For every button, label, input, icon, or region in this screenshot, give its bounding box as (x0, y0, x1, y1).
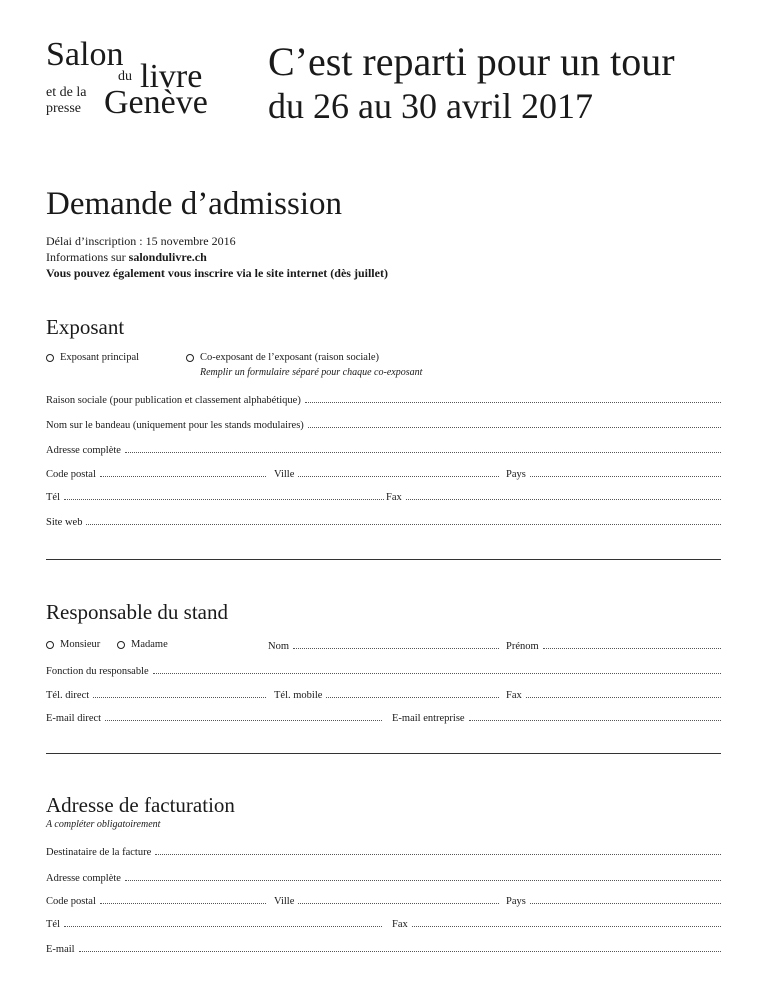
logo-et-de-la: et de la (46, 85, 87, 100)
field-tel-direct (46, 688, 266, 702)
deadline-text: Délai d’inscription : 15 novembre 2016 (46, 234, 236, 248)
field-label: Pays (506, 469, 526, 480)
field-label: Tél. mobile (274, 690, 323, 701)
field-input-line[interactable] (155, 845, 721, 855)
field-input-line[interactable] (308, 418, 721, 428)
field-site-web (46, 515, 721, 529)
headline-line2: du 26 au 30 avril 2017 (268, 86, 593, 126)
field-input-line[interactable] (64, 917, 382, 927)
field-input-line[interactable] (298, 894, 499, 904)
field-label: Ville (274, 896, 295, 907)
logo-salon: Salon (46, 36, 124, 73)
radio-label: Exposant principal (60, 352, 140, 363)
radio-label: Co-exposant de l’exposant (raison sociale) (200, 352, 380, 363)
field-nom (268, 639, 499, 653)
section-heading-responsable: Responsable du stand (46, 600, 228, 624)
field-input-line[interactable] (305, 393, 721, 403)
field-ville (274, 467, 499, 481)
field-label: Fax (392, 919, 408, 930)
field-adresse-facturation (46, 871, 721, 885)
co-exposant-note: Remplir un formulaire séparé pour chaque co-exposant (200, 367, 423, 378)
field-label: Adresse complète (46, 873, 121, 884)
field-label: Pays (506, 896, 526, 907)
field-label: Nom (268, 641, 289, 652)
info-site-line (46, 249, 207, 265)
field-label: Adresse complète (46, 445, 121, 456)
field-adresse (46, 443, 721, 457)
field-input-line[interactable] (469, 711, 721, 721)
logo-presse: presse (46, 101, 81, 116)
salon-du-livre-logo (46, 38, 216, 120)
field-input-line[interactable] (100, 467, 266, 477)
facturation-note: A compléter obligatoirement (46, 819, 161, 830)
field-input-line[interactable] (298, 467, 499, 477)
field-label: E-mail direct (46, 713, 102, 724)
field-label: Ville (274, 469, 295, 480)
radio-label: Madame (131, 639, 168, 650)
field-raison-sociale (46, 393, 721, 407)
field-label: Code postal (46, 469, 96, 480)
field-tel-mobile (274, 688, 499, 702)
field-input-line[interactable] (86, 515, 721, 525)
logo-livre: livre (140, 58, 203, 95)
field-pays (506, 467, 721, 481)
field-destinataire (46, 845, 721, 859)
field-label: Fax (506, 690, 522, 701)
field-input-line[interactable] (125, 871, 721, 881)
field-label: Tél (46, 492, 60, 503)
radio-co-exposant[interactable] (186, 352, 379, 363)
page-title: Demande d’admission (46, 186, 343, 222)
field-email-facturation (46, 942, 721, 956)
section-divider (46, 559, 721, 560)
field-label: Nom sur le bandeau (uniquement pour les stands modulaires) (46, 420, 304, 431)
field-input-line[interactable] (543, 639, 721, 649)
headline-line1: C’est reparti pour un tour (268, 39, 675, 84)
web-registration-note: Vous pouvez également vous inscrire via le site internet (dès juillet) (46, 266, 388, 280)
field-email-entreprise (392, 711, 721, 725)
field-input-line[interactable] (105, 711, 382, 721)
field-input-line[interactable] (530, 894, 721, 904)
field-label: Raison sociale (pour publication et classement alphabétique) (46, 395, 301, 406)
field-label: Code postal (46, 896, 96, 907)
field-fax-responsable (506, 688, 721, 702)
section-heading-exposant: Exposant (46, 315, 125, 339)
field-input-line[interactable] (526, 688, 721, 698)
radio-circle-icon[interactable] (117, 641, 125, 649)
logo-geneve: Genève (104, 84, 208, 121)
radio-monsieur[interactable] (46, 639, 100, 650)
field-fonction (46, 664, 721, 678)
field-label: Prénom (506, 641, 539, 652)
field-input-line[interactable] (293, 639, 499, 649)
field-tel-facturation (46, 917, 382, 931)
radio-label: Monsieur (60, 639, 101, 650)
field-input-line[interactable] (326, 688, 499, 698)
field-input-line[interactable] (530, 467, 721, 477)
field-input-line[interactable] (153, 664, 721, 674)
radio-circle-icon[interactable] (46, 641, 54, 649)
field-label: Tél. direct (46, 690, 90, 701)
field-label: Tél (46, 919, 60, 930)
logo-du: du (118, 69, 132, 84)
field-label: Site web (46, 517, 83, 528)
section-heading-facturation: Adresse de facturation (46, 793, 235, 817)
field-prenom (506, 639, 721, 653)
field-input-line[interactable] (406, 490, 721, 500)
field-label: Fonction du responsable (46, 666, 149, 677)
field-fax (386, 490, 721, 504)
field-fax-facturation (392, 917, 721, 931)
field-label: Destinataire de la facture (46, 847, 152, 858)
field-input-line[interactable] (125, 443, 721, 453)
field-input-line[interactable] (79, 942, 721, 952)
field-input-line[interactable] (412, 917, 721, 927)
field-input-line[interactable] (64, 490, 384, 500)
field-label: E-mail (46, 944, 75, 955)
field-tel (46, 490, 384, 504)
field-label: E-mail entreprise (392, 713, 465, 724)
radio-madame[interactable] (117, 639, 168, 650)
field-code-postal (46, 467, 266, 481)
field-input-line[interactable] (93, 688, 266, 698)
field-email-direct (46, 711, 382, 725)
field-nom-bandeau (46, 418, 721, 432)
field-pays-facturation (506, 894, 721, 908)
radio-exposant-principal[interactable] (46, 352, 139, 363)
field-input-line[interactable] (100, 894, 266, 904)
site-link[interactable]: salondulivre.ch (128, 250, 207, 264)
radio-circle-icon[interactable] (46, 354, 54, 362)
field-ville-facturation (274, 894, 499, 908)
radio-circle-icon[interactable] (186, 354, 194, 362)
field-label: Fax (386, 492, 402, 503)
field-code-postal-facturation (46, 894, 266, 908)
info-site-prefix: Informations sur (46, 250, 129, 264)
section-divider (46, 753, 721, 754)
